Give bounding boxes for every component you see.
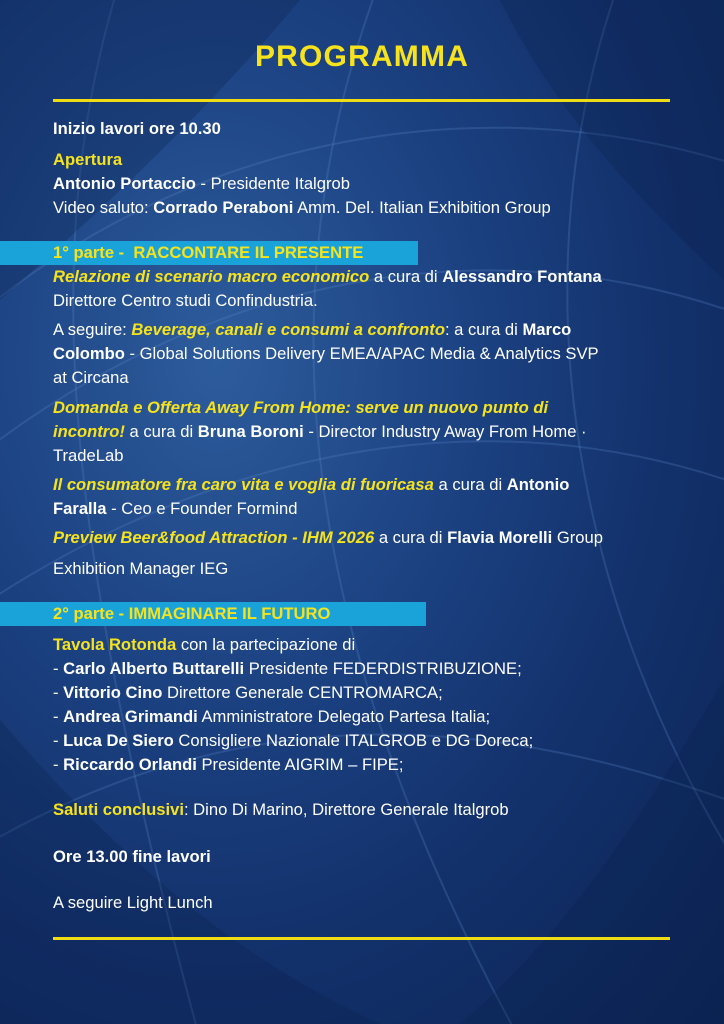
speaker-name: Marco	[522, 320, 572, 339]
talk-4-line-1	[53, 473, 569, 497]
lunch-note: A seguire Light Lunch	[53, 893, 213, 912]
participant-item	[53, 681, 443, 705]
participant-item	[53, 753, 403, 777]
list-dash: -	[53, 659, 64, 678]
talk-3-line-2	[53, 420, 587, 444]
top-divider	[53, 99, 670, 102]
speaker-name: Corrado Peraboni	[153, 198, 294, 217]
participant-item	[53, 729, 533, 753]
speaker-role: - Global Solutions Delivery EMEA/APAC Media & Analytics SVP	[124, 344, 599, 363]
speaker-role: - Ceo e Founder Formind	[106, 499, 298, 518]
speaker-name: Flavia Morelli	[447, 528, 553, 547]
speaker-name: Antonio Portaccio	[53, 174, 196, 193]
list-dash: -	[53, 683, 64, 702]
talk-2-line-2	[53, 342, 599, 366]
talk-title: Relazione di scenario macro economico	[53, 267, 370, 286]
line-text: con la partecipazione di	[176, 635, 356, 654]
talk-2-line-3: at Circana	[53, 368, 129, 387]
speaker-name: Bruna Boroni	[197, 422, 304, 441]
participant-name: Carlo Alberto Buttarelli	[63, 659, 245, 678]
speaker-name: Faralla	[53, 499, 107, 518]
round-table-heading	[53, 633, 355, 657]
line-text: a cura di	[124, 422, 198, 441]
participant-item	[53, 705, 490, 729]
round-table-title: Tavola Rotonda	[53, 635, 177, 654]
participant-name: Vittorio Cino	[63, 683, 163, 702]
participant-role: Direttore Generale CENTROMARCA;	[162, 683, 443, 702]
talk-title: incontro!	[53, 422, 125, 441]
line-text: A seguire:	[53, 320, 132, 339]
line-text: a cura di	[433, 475, 507, 494]
participant-name: Luca De Siero	[63, 731, 174, 750]
talk-1-line-1	[53, 265, 602, 289]
part1-band: 1° parte - RACCONTARE IL PRESENTE	[0, 241, 418, 265]
speaker-name: Colombo	[53, 344, 125, 363]
part2-band: 2° parte - IMMAGINARE IL FUTURO	[0, 602, 426, 626]
speaker-role: Group	[552, 528, 603, 547]
closing-text: : Dino Di Marino, Direttore Generale Italgrob	[183, 800, 509, 819]
participant-role: Amministratore Delegato Partesa Italia;	[197, 707, 491, 726]
talk-3-line-1: Domanda e Offerta Away From Home: serve un nuovo punto di	[53, 398, 549, 417]
start-time: Inizio lavori ore 10.30	[53, 119, 221, 138]
line-text: a cura di	[374, 528, 448, 547]
participant-role: Presidente FEDERDISTRIBUZIONE;	[244, 659, 522, 678]
opening-line-1	[53, 172, 350, 196]
talk-5-line-1	[53, 526, 603, 550]
list-dash: -	[53, 755, 64, 774]
end-time: Ore 13.00 fine lavori	[53, 847, 211, 866]
list-dash: -	[53, 707, 64, 726]
participant-role: Consigliere Nazionale ITALGROB e DG Doreca;	[173, 731, 534, 750]
participant-name: Andrea Grimandi	[63, 707, 198, 726]
participant-item	[53, 657, 522, 681]
participant-role: Presidente AIGRIM – FIPE;	[196, 755, 404, 774]
speaker-role: Amm. Del. Italian Exhibition Group	[293, 198, 551, 217]
talk-1-line-2: Direttore Centro studi Confindustria.	[53, 291, 318, 310]
participant-name: Riccardo Orlandi	[63, 755, 197, 774]
speaker-name: Antonio	[506, 475, 570, 494]
talk-3-line-3: TradeLab	[53, 446, 124, 465]
closing-title: Saluti conclusivi	[53, 800, 184, 819]
speaker-role: - Presidente Italgrob	[195, 174, 350, 193]
talk-title: Beverage, canali e consumi a confronto	[131, 320, 445, 339]
talk-4-line-2	[53, 497, 297, 521]
list-dash: -	[53, 731, 64, 750]
line-text: : a cura di	[444, 320, 523, 339]
speaker-role: - Director Industry Away From Home ·	[303, 422, 587, 441]
speaker-name: Alessandro Fontana	[442, 267, 602, 286]
talk-title: Preview Beer&food Attraction - IHM 2026	[53, 528, 375, 547]
talk-5-line-2: Exhibition Manager IEG	[53, 559, 229, 578]
talk-title: Il consumatore fra caro vita e voglia di fuoricasa	[53, 475, 434, 494]
talk-2-line-1	[53, 318, 571, 342]
closing-remarks	[53, 798, 509, 822]
opening-line-2	[53, 196, 551, 220]
bottom-divider	[53, 937, 670, 940]
page-title: PROGRAMMA	[254, 40, 470, 73]
opening-heading: Apertura	[53, 150, 123, 169]
line-text: Video saluto:	[53, 198, 154, 217]
line-text: a cura di	[369, 267, 443, 286]
